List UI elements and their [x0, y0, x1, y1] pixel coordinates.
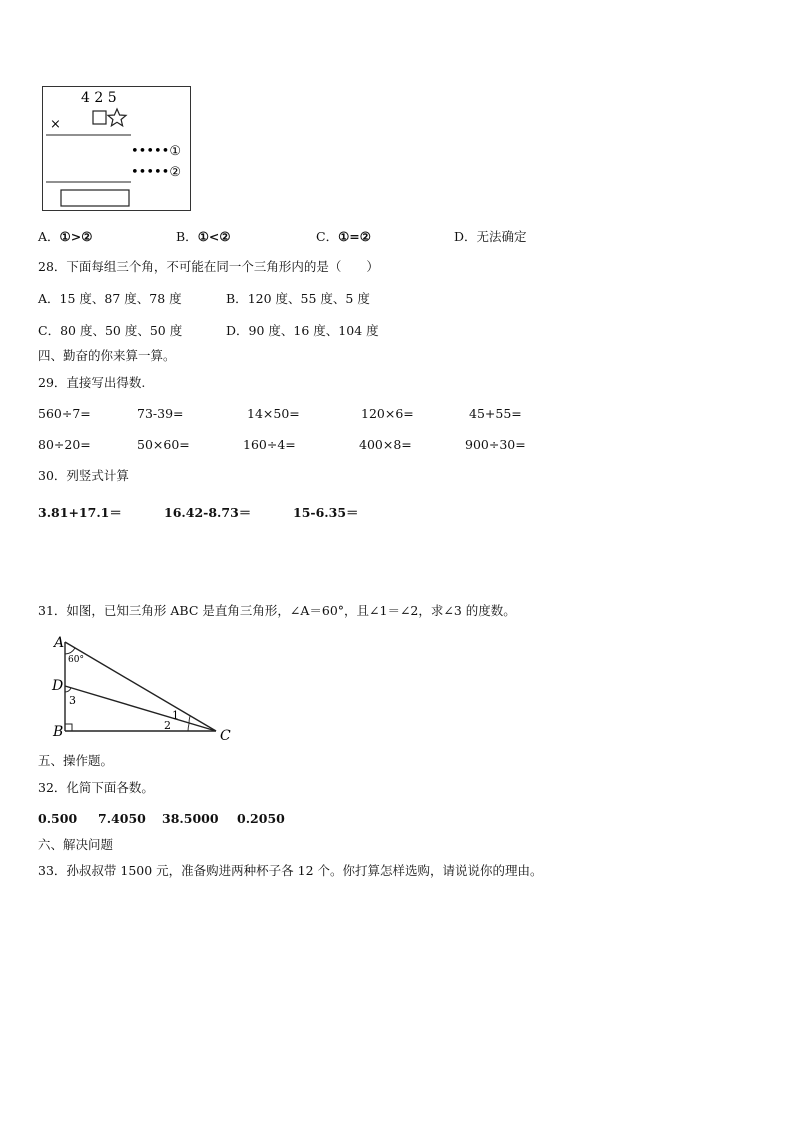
- q29-r2-c5: 900÷30=: [465, 437, 526, 452]
- q27-option-c[interactable]: C．①=②: [316, 229, 371, 244]
- q29-r1-c3: 14×50=: [247, 406, 300, 421]
- q29-r2-c4: 400×8=: [359, 437, 412, 452]
- blank-box: [93, 111, 106, 124]
- section-6-heading: 六、解决问题: [38, 837, 114, 852]
- multiplication-figure: [42, 86, 191, 211]
- label-angle-2: 2: [164, 719, 171, 732]
- q28-option-b[interactable]: B．120 度、55 度、5 度: [226, 291, 370, 306]
- q29-r2-c1: 80÷20=: [38, 437, 91, 452]
- q28-option-d[interactable]: D．90 度、16 度、104 度: [226, 323, 379, 338]
- section-5-heading: 五、操作题。: [38, 753, 114, 768]
- label-d: D: [52, 678, 64, 694]
- times-sign: ×: [50, 117, 61, 132]
- q30-item-1: 3.81+17.1＝: [38, 505, 122, 520]
- right-angle-mark: [65, 724, 72, 731]
- label-a: A: [54, 635, 65, 651]
- q29-r1-c4: 120×6=: [361, 406, 414, 421]
- angle-2-arc: [188, 724, 189, 731]
- q32-number-3: 38.5000: [162, 811, 219, 826]
- side-ac: [65, 642, 216, 731]
- segment-dc: [65, 686, 216, 731]
- label-c: C: [220, 728, 231, 744]
- q28-option-a[interactable]: A．15 度、87 度、78 度: [38, 291, 182, 306]
- label-b: B: [53, 724, 64, 740]
- marker-1: •••••①: [131, 144, 181, 159]
- section-4-heading: 四、勤奋的你来算一算。: [38, 348, 176, 363]
- q29-stem: 29．直接写出得数.: [38, 375, 146, 390]
- star-icon: [108, 109, 126, 126]
- q29-r1-c2: 73-39=: [137, 406, 184, 421]
- q27-option-a[interactable]: A．①>②: [38, 229, 93, 244]
- q32-number-1: 0.500: [38, 811, 78, 826]
- angle-3-arc: [65, 688, 71, 692]
- q28-stem: 28．下面每组三个角，不可能在同一个三角形内的是（ ）: [38, 259, 379, 274]
- q29-r1-c1: 560÷7=: [38, 406, 91, 421]
- multiplication-diagram: [43, 87, 192, 212]
- q30-item-3: 15-6.35＝: [293, 505, 359, 520]
- multiplicand: 4 2 5: [81, 90, 117, 106]
- q28-option-c[interactable]: C．80 度、50 度、50 度: [38, 323, 183, 338]
- label-angle-a: 60°: [68, 655, 84, 665]
- q31-stem: 31．如图，已知三角形 ABC 是直角三角形，∠A＝60°，且∠1＝∠2，求∠3 的度数。: [38, 603, 516, 618]
- angle-a-arc: [65, 648, 75, 654]
- q30-stem: 30．列竖式计算: [38, 468, 129, 483]
- q29-r2-c3: 160÷4=: [243, 437, 296, 452]
- answer-box: [61, 190, 129, 206]
- q29-r2-c2: 50×60=: [137, 437, 190, 452]
- triangle-diagram: [50, 632, 240, 747]
- q29-r1-c5: 45+55=: [469, 406, 522, 421]
- q30-item-2: 16.42-8.73＝: [164, 505, 252, 520]
- q32-number-4: 0.2050: [237, 811, 285, 826]
- q27-option-b[interactable]: B．①<②: [176, 229, 231, 244]
- marker-2: •••••②: [131, 165, 181, 180]
- q33-stem: 33．孙叔叔带 1500 元，准备购进两种杯子各 12 个。你打算怎样选购，请说说你的理由。: [38, 863, 543, 878]
- triangle-figure: [50, 632, 240, 747]
- q27-option-d[interactable]: D．无法确定: [454, 229, 527, 244]
- label-angle-3: 3: [69, 694, 76, 707]
- q32-stem: 32．化简下面各数。: [38, 780, 154, 795]
- q32-number-2: 7.4050: [98, 811, 146, 826]
- label-angle-1: 1: [172, 709, 179, 722]
